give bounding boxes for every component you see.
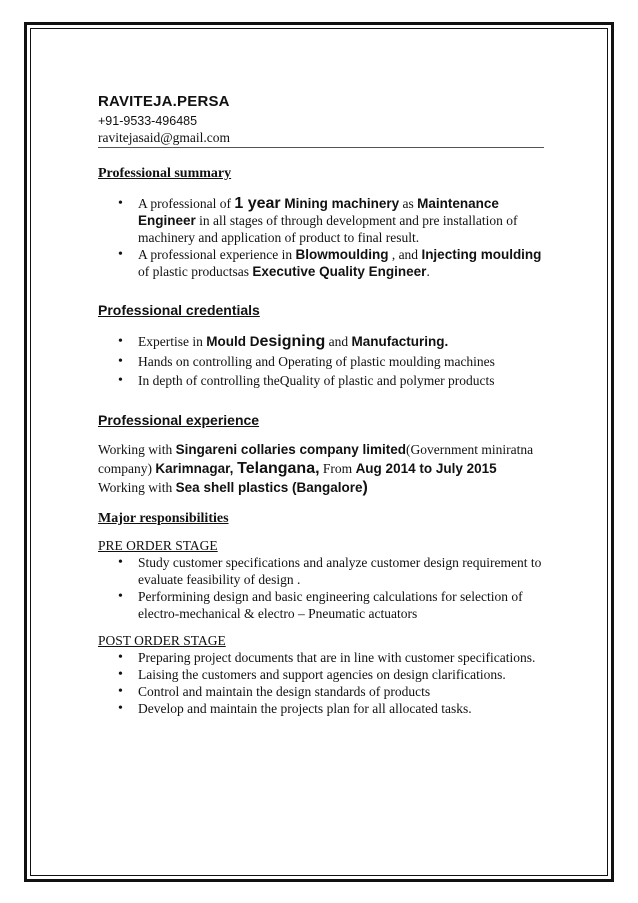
candidate-name: RAVITEJA.PERSA bbox=[98, 93, 230, 110]
text: A professional experience in bbox=[138, 247, 296, 262]
credentials-list bbox=[98, 332, 548, 390]
list-item: • Study customer specifications and analyze customer design requirement to evaluate feasibility of design . bbox=[138, 554, 548, 588]
pre-order-stage-label: PRE ORDER STAGE bbox=[98, 538, 218, 553]
job-entry bbox=[98, 440, 548, 478]
text: in all stages of through development and pre installation of machinery and application of product to final result. bbox=[138, 213, 518, 245]
list-item bbox=[138, 195, 548, 246]
section-title-credentials: Professional credentials bbox=[98, 302, 260, 318]
list-item: • Control and maintain the design standards of products bbox=[138, 683, 548, 700]
list-item: • Laising the customers and support agencies on design clarifications. bbox=[138, 666, 548, 683]
text: A professional of bbox=[138, 196, 235, 211]
text: Working with bbox=[98, 442, 176, 457]
bold-text: Mining machinery bbox=[280, 196, 400, 211]
list-item: • Hands on controlling and Operating of plastic moulding machines bbox=[138, 352, 548, 371]
text: Expertise in bbox=[138, 334, 207, 349]
text: . bbox=[426, 264, 430, 279]
list-item: • Develop and maintain the projects plan for all allocated tasks. bbox=[138, 700, 548, 717]
section-title-summary: Professional summary bbox=[98, 166, 232, 181]
list-item: • In depth of controlling theQuality of plastic and polymer products bbox=[138, 371, 548, 390]
text: as bbox=[399, 196, 418, 211]
bold-text: Blowmoulding bbox=[295, 247, 389, 262]
text: Working with bbox=[98, 480, 176, 495]
bold-text: Maintenance Engineer bbox=[138, 196, 499, 228]
job-location: Karimnagar, bbox=[155, 461, 238, 476]
company-name: Sea shell plastics (Bangalore bbox=[175, 480, 363, 495]
bold-text: ) bbox=[362, 479, 368, 496]
text: (Government miniratna company) bbox=[98, 442, 534, 476]
text: , and bbox=[388, 247, 422, 262]
post-order-list bbox=[98, 649, 548, 717]
section-title-experience: Professional experience bbox=[98, 412, 260, 428]
bold-text: 1 year bbox=[234, 195, 281, 212]
phone-number: +91-9533-496485 bbox=[98, 114, 198, 128]
bold-text: Injecting moulding bbox=[421, 247, 542, 262]
job-location: Telangana, bbox=[237, 460, 320, 477]
list-item bbox=[138, 246, 548, 280]
bold-text: Executive Quality Engineer bbox=[252, 264, 427, 279]
list-item bbox=[138, 332, 548, 352]
list-item: • Performining design and basic engineering calculations for selection of electro-mechanical & electro – Pneumatic actuators bbox=[138, 588, 548, 622]
list-item: • Preparing project documents that are in line with customer specifications. bbox=[138, 649, 548, 666]
text: From bbox=[319, 461, 356, 476]
summary-list bbox=[98, 195, 548, 280]
text: and bbox=[325, 334, 352, 349]
job-dates: Aug 2014 to July 2015 bbox=[355, 461, 497, 476]
post-order-stage-label: POST ORDER STAGE bbox=[98, 633, 226, 648]
company-name: Singareni collaries company limited bbox=[175, 442, 406, 457]
pre-order-list bbox=[98, 554, 548, 622]
job-entry bbox=[98, 478, 548, 497]
email-address: ravitejasaid@gmail.com bbox=[98, 130, 544, 148]
section-title-responsibilities: Major responsibilities bbox=[98, 511, 229, 526]
text: of plastic productsas bbox=[138, 264, 253, 279]
bold-text: Manufacturing. bbox=[351, 334, 449, 349]
bold-text: esigning bbox=[259, 333, 326, 350]
bold-text: Mould D bbox=[206, 334, 260, 349]
resume-content bbox=[98, 92, 548, 717]
